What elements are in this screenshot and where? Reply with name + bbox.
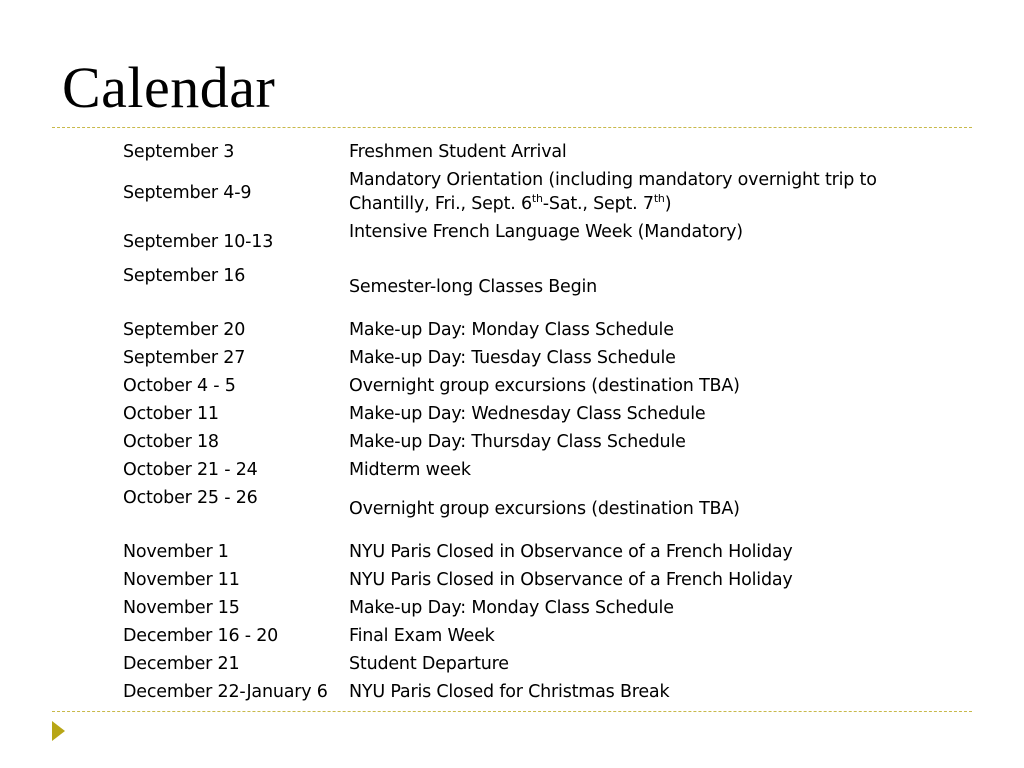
- date-cell: November 1: [123, 542, 229, 562]
- date-cell: December 22-January 6: [123, 682, 328, 702]
- event-cell: Make-up Day: Thursday Class Schedule: [349, 432, 686, 452]
- event-cell: Student Departure: [349, 654, 509, 674]
- table-row: [118, 316, 899, 344]
- event-cell: Midterm week: [349, 460, 471, 480]
- date-cell: September 10-13: [123, 232, 274, 252]
- date-cell: September 16: [123, 266, 246, 286]
- date-cell: December 21: [123, 654, 240, 674]
- event-cell: Make-up Day: Tuesday Class Schedule: [349, 348, 676, 368]
- slide-title: Calendar: [62, 55, 276, 120]
- ordinal-suffix: th: [531, 192, 543, 206]
- table-row: [118, 538, 899, 566]
- table-row: [118, 456, 899, 484]
- triangle-bullet-icon: [52, 721, 65, 741]
- top-divider: [52, 127, 972, 128]
- ordinal-suffix: th: [653, 192, 665, 206]
- date-cell: October 4 - 5: [123, 376, 236, 396]
- event-cell: NYU Paris Closed in Observance of a French Holiday: [349, 542, 793, 562]
- table-row: [118, 566, 899, 594]
- event-cell: NYU Paris Closed for Christmas Break: [349, 682, 670, 702]
- table-row: [118, 428, 899, 456]
- date-cell: September 20: [123, 320, 246, 340]
- date-cell: December 16 - 20: [123, 626, 279, 646]
- table-row: [118, 400, 899, 428]
- date-cell: October 18: [123, 432, 219, 452]
- event-cell: [344, 166, 899, 220]
- table-row: [118, 650, 899, 678]
- event-cell: Make-up Day: Monday Class Schedule: [349, 320, 674, 340]
- event-cell: Overnight group excursions (destination TBA): [349, 499, 740, 519]
- event-text-part: ): [664, 194, 672, 214]
- table-row: [118, 622, 899, 650]
- table-row: [118, 372, 899, 400]
- table-row: [118, 344, 899, 372]
- event-cell: Semester-long Classes Begin: [349, 277, 598, 297]
- table-row: [118, 166, 899, 220]
- date-cell: September 3: [123, 142, 235, 162]
- event-cell: Intensive French Language Week (Mandatory): [349, 222, 743, 242]
- table-row: [118, 262, 899, 316]
- date-cell: October 25 - 26: [123, 488, 258, 508]
- bottom-divider: [52, 711, 972, 712]
- event-text-part: Mandatory Orientation (including mandatory overnight trip to Chantilly, Fri., Sept. 6: [349, 170, 877, 214]
- date-cell: October 21 - 24: [123, 460, 258, 480]
- table-row: [118, 138, 899, 166]
- date-cell: September 27: [123, 348, 246, 368]
- event-cell: Freshmen Student Arrival: [349, 142, 567, 162]
- event-cell: Make-up Day: Monday Class Schedule: [349, 598, 674, 618]
- event-cell: Final Exam Week: [349, 626, 495, 646]
- table-row: [118, 594, 899, 622]
- event-cell: NYU Paris Closed in Observance of a French Holiday: [349, 570, 793, 590]
- event-text-part: -Sat., Sept. 7: [542, 194, 654, 214]
- table-row: [118, 678, 899, 706]
- table-row: [118, 220, 899, 262]
- date-cell: November 15: [123, 598, 240, 618]
- event-cell: Make-up Day: Wednesday Class Schedule: [349, 404, 706, 424]
- date-cell: September 4-9: [123, 183, 252, 203]
- date-cell: November 11: [123, 570, 240, 590]
- table-row: [118, 484, 899, 538]
- date-cell: October 11: [123, 404, 219, 424]
- calendar-table: [118, 138, 899, 706]
- event-cell: Overnight group excursions (destination TBA): [349, 376, 740, 396]
